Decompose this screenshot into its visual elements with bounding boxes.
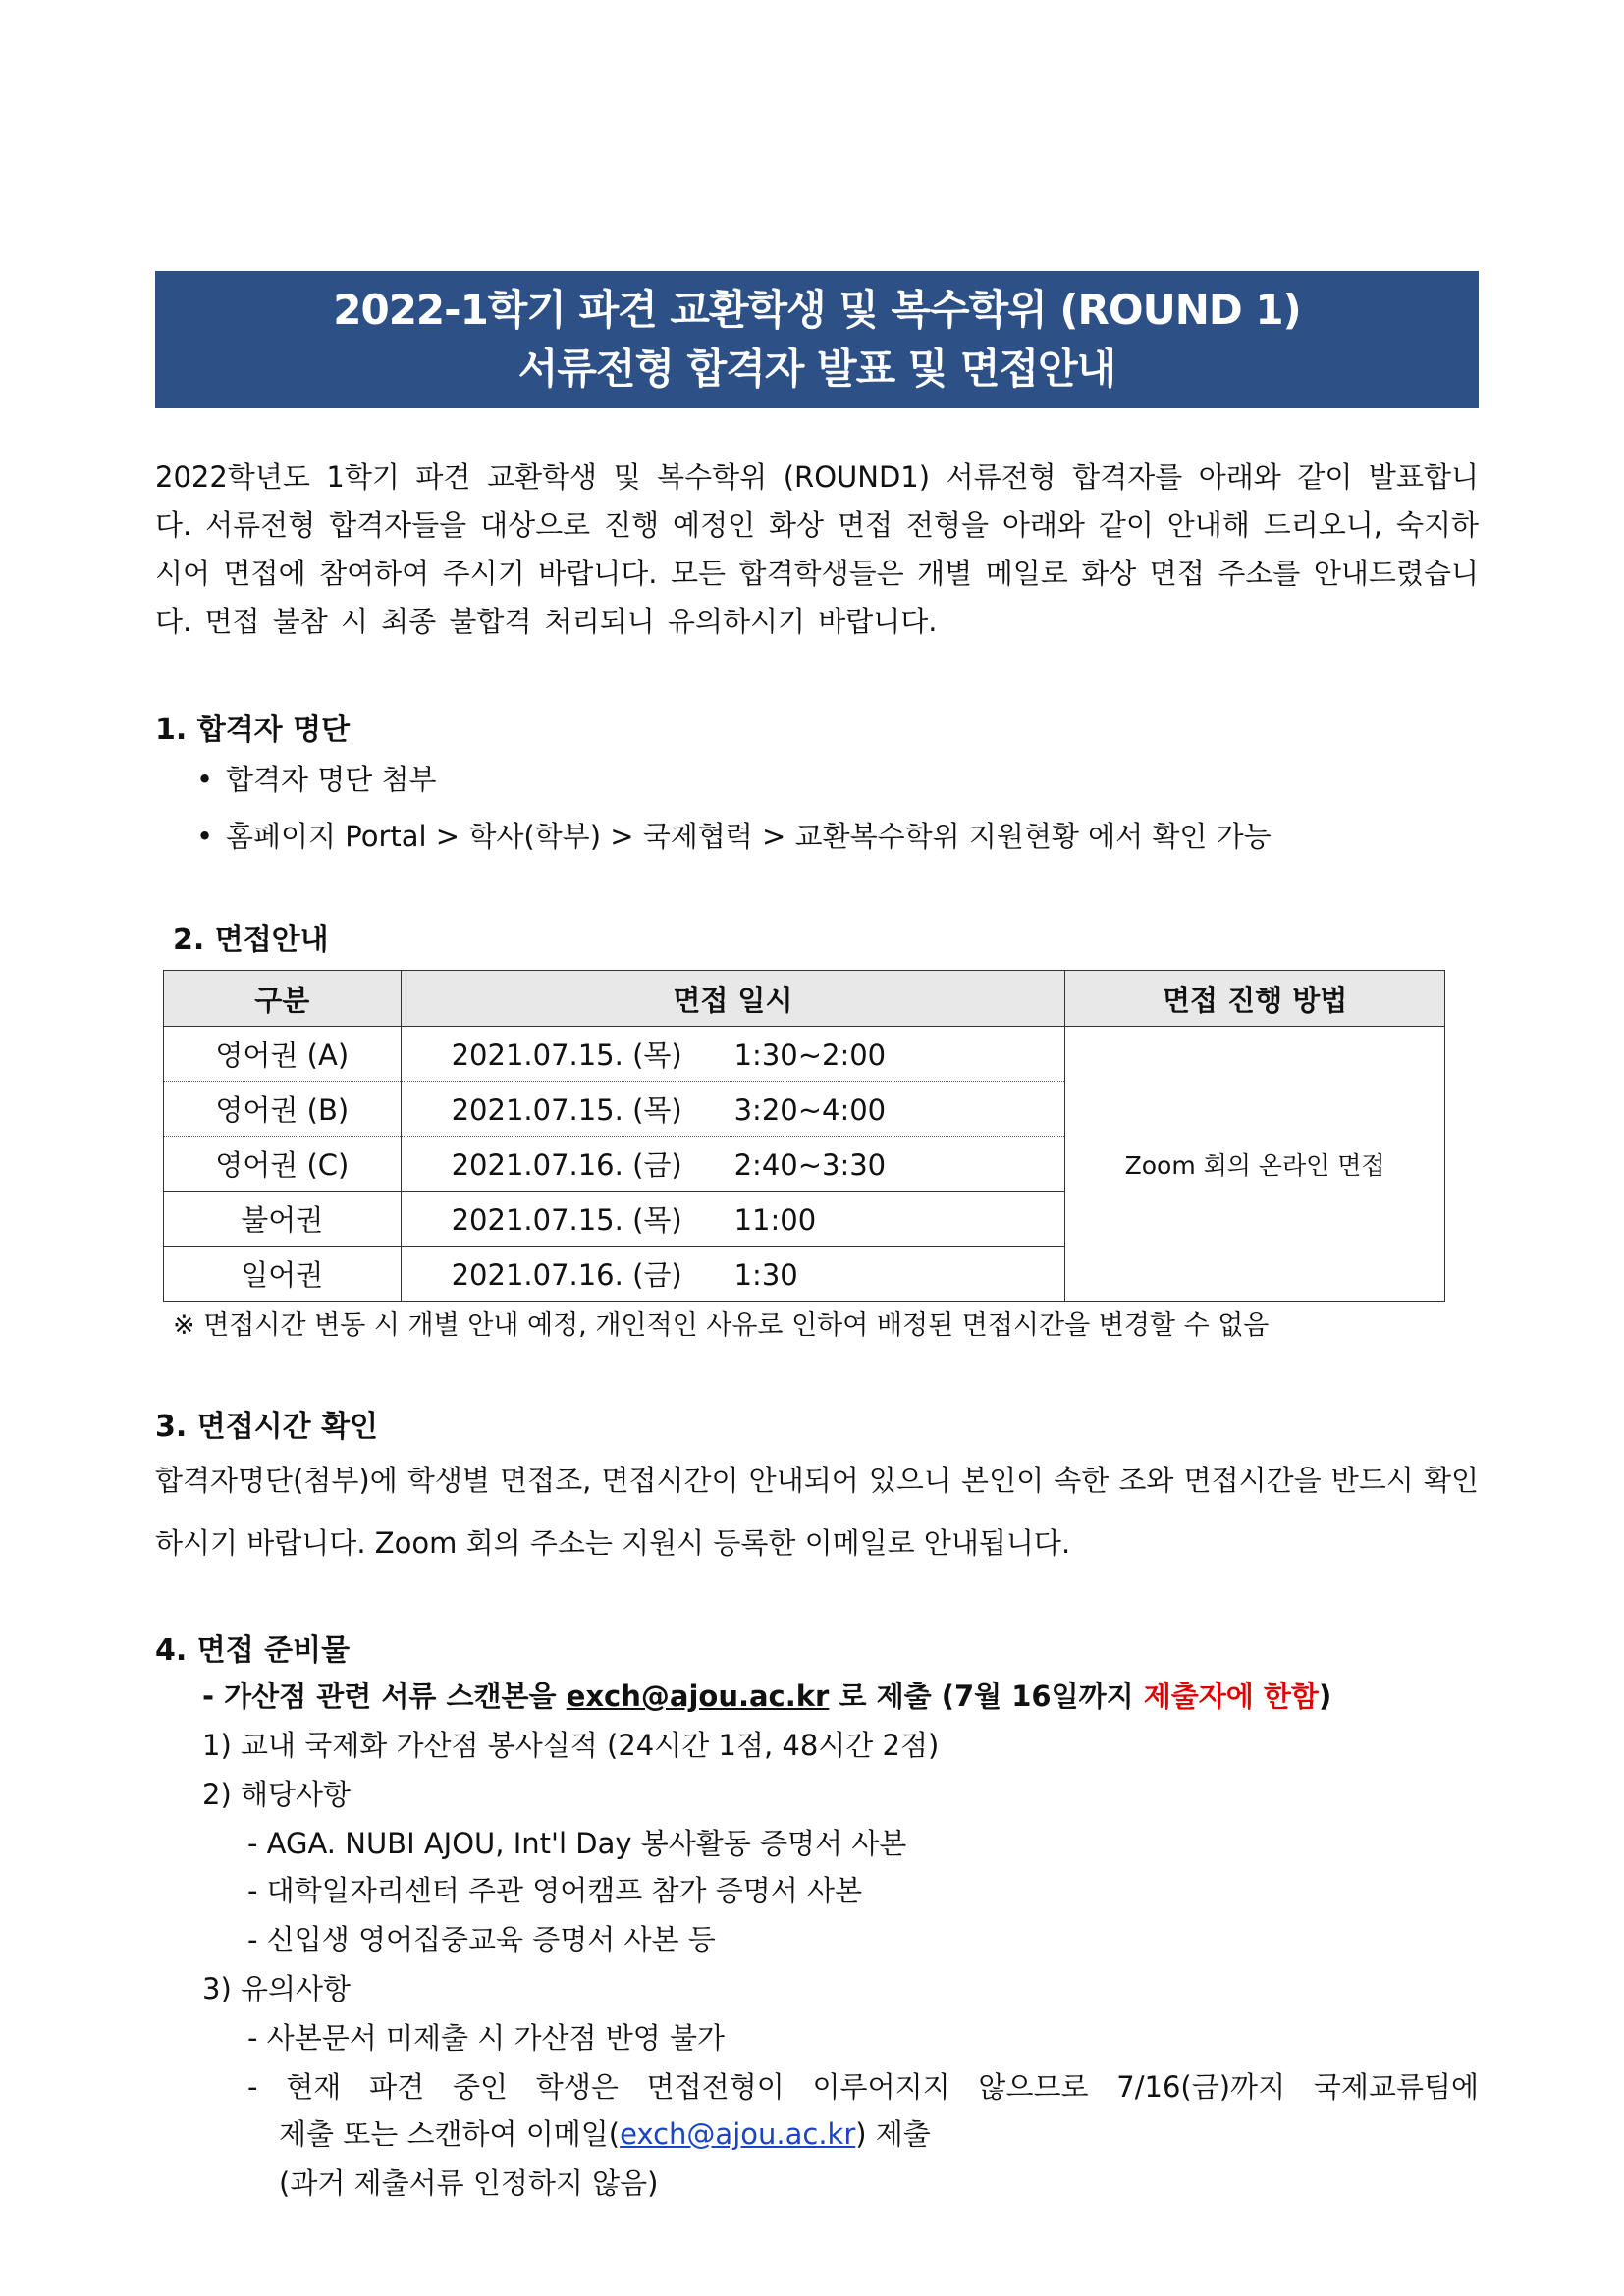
cell-datetime <box>401 1247 1065 1302</box>
table-footnote: ※ 면접시간 변동 시 개별 안내 예정, 개인적인 사유로 인하여 배정된 면접시간을 변경할 수 없음 <box>173 1310 1270 1341</box>
list-subitem-note: (과거 제출서류 인정하지 않음) <box>279 2166 659 2200</box>
cell-type: 영어권 (A) <box>164 1027 402 1082</box>
cell-date: 2021.07.16. (금) <box>451 1148 682 1182</box>
title-line-2: 서류전형 합격자 발표 및 면접안내 <box>517 345 1116 393</box>
list-item: 3) 유의사항 <box>202 1972 352 2005</box>
interview-schedule-table <box>163 970 1445 1302</box>
list-subitem: - 대학일자리센터 주관 영어캠프 참가 증명서 사본 <box>247 1874 863 1907</box>
cell-date: 2021.07.16. (금) <box>451 1258 682 1292</box>
intro-paragraph: 2022학년도 1학기 파견 교환학생 및 복수학위 (ROUND1) 서류전형 합격자를 아래와 같이 발표합니다. 서류전형 합격자들을 대상으로 진행 예정인 화상 면접 전형을 아래와 같이 안내해 드리오니, 숙지하시어 면접에 참여하여 주시기 바랍니다. 모든 합격학생들은 개별 메일로 화상 면접 주소를 안내드렸습니다. 면접 불참 시 최종 불합격 처리되니 유의하시기 바랍니다. <box>155 460 1479 638</box>
cell-datetime <box>401 1027 1065 1082</box>
table-header-row <box>164 971 1445 1027</box>
bullet-text: 홈페이지 Portal > 학사(학부) > 국제협력 > 교환복수학위 지원현황 에서 확인 가능 <box>226 820 1272 853</box>
cell-method: Zoom 회의 온라인 면접 <box>1065 1027 1445 1302</box>
section3-paragraph: 합격자명단(첨부)에 학생별 면접조, 면접시간이 안내되어 있으니 본인이 속한 조와 면접시간을 반드시 확인하시기 바랍니다. Zoom 회의 주소는 지원시 등록한 이메일로 안내됩니다. <box>155 1464 1479 1560</box>
section1-heading: 1. 합격자 명단 <box>155 713 351 747</box>
email-link[interactable]: exch@ajou.ac.kr <box>620 2117 856 2151</box>
cell-datetime <box>401 1082 1065 1137</box>
section2-heading: 2. 면접안내 <box>173 923 329 957</box>
column-header: 구분 <box>164 971 402 1027</box>
column-header: 면접 일시 <box>401 971 1065 1027</box>
section1-bullet <box>196 815 1272 855</box>
cell-date: 2021.07.15. (목) <box>451 1203 682 1237</box>
section4-heading: 4. 면접 준비물 <box>155 1633 351 1668</box>
cell-datetime <box>401 1137 1065 1192</box>
cell-type: 불어권 <box>164 1192 402 1247</box>
column-header: 면접 진행 방법 <box>1065 971 1445 1027</box>
list-subitem: - 신입생 영어집중교육 증명서 사본 등 <box>247 1923 716 1956</box>
list-subitem: - 현재 파견 중인 학생은 면접전형이 이루어지지 않으므로 7/16(금)까지 국제교류팀에 <box>247 2070 1479 2104</box>
cell-time: 2:40~3:30 <box>733 1148 887 1182</box>
list-item: 2) 해당사항 <box>202 1778 352 1811</box>
bullet-dot-icon: • <box>196 820 214 853</box>
list-subitem: - AGA. NUBI AJOU, Int'l Day 봉사활동 증명서 사본 <box>247 1827 907 1860</box>
list-subitem: - 사본문서 미제출 시 가산점 반영 불가 <box>247 2021 725 2055</box>
title-banner <box>155 271 1479 408</box>
submission-deadline: 로 제출 (7월 16일까지 <box>839 1680 1134 1713</box>
cell-time: 11:00 <box>733 1203 817 1237</box>
list-subitem-continued <box>279 2112 931 2153</box>
continued-text: ) 제출 <box>855 2117 931 2151</box>
email-link[interactable]: exch@ajou.ac.kr <box>566 1680 830 1713</box>
bullet-text: 합격자 명단 첨부 <box>226 763 437 796</box>
cell-datetime <box>401 1192 1065 1247</box>
cell-time: 3:20~4:00 <box>733 1094 887 1127</box>
title-line-1: 2022-1학기 파견 교환학생 및 복수학위 (ROUND 1) <box>333 286 1301 334</box>
table-row <box>164 1027 1445 1082</box>
cell-type: 영어권 (C) <box>164 1137 402 1192</box>
section1-bullet <box>196 758 437 798</box>
continued-text: 제출 또는 스캔하여 이메일( <box>279 2117 621 2151</box>
submission-prefix: - 가산점 관련 서류 스캔본을 <box>202 1680 557 1713</box>
list-item: 1) 교내 국제화 가산점 봉사실적 (24시간 1점, 48시간 2점) <box>202 1729 940 1762</box>
submission-instruction <box>202 1675 1331 1715</box>
cell-time: 1:30~2:00 <box>733 1039 887 1072</box>
section3-heading: 3. 면접시간 확인 <box>155 1410 379 1444</box>
cell-date: 2021.07.15. (목) <box>451 1094 682 1127</box>
submission-highlight: 제출자에 한함 <box>1143 1680 1319 1713</box>
cell-date: 2021.07.15. (목) <box>451 1039 682 1072</box>
submission-end: ) <box>1318 1680 1332 1713</box>
cell-type: 일어권 <box>164 1247 402 1302</box>
bullet-dot-icon: • <box>196 763 214 796</box>
cell-type: 영어권 (B) <box>164 1082 402 1137</box>
cell-time: 1:30 <box>733 1258 798 1292</box>
